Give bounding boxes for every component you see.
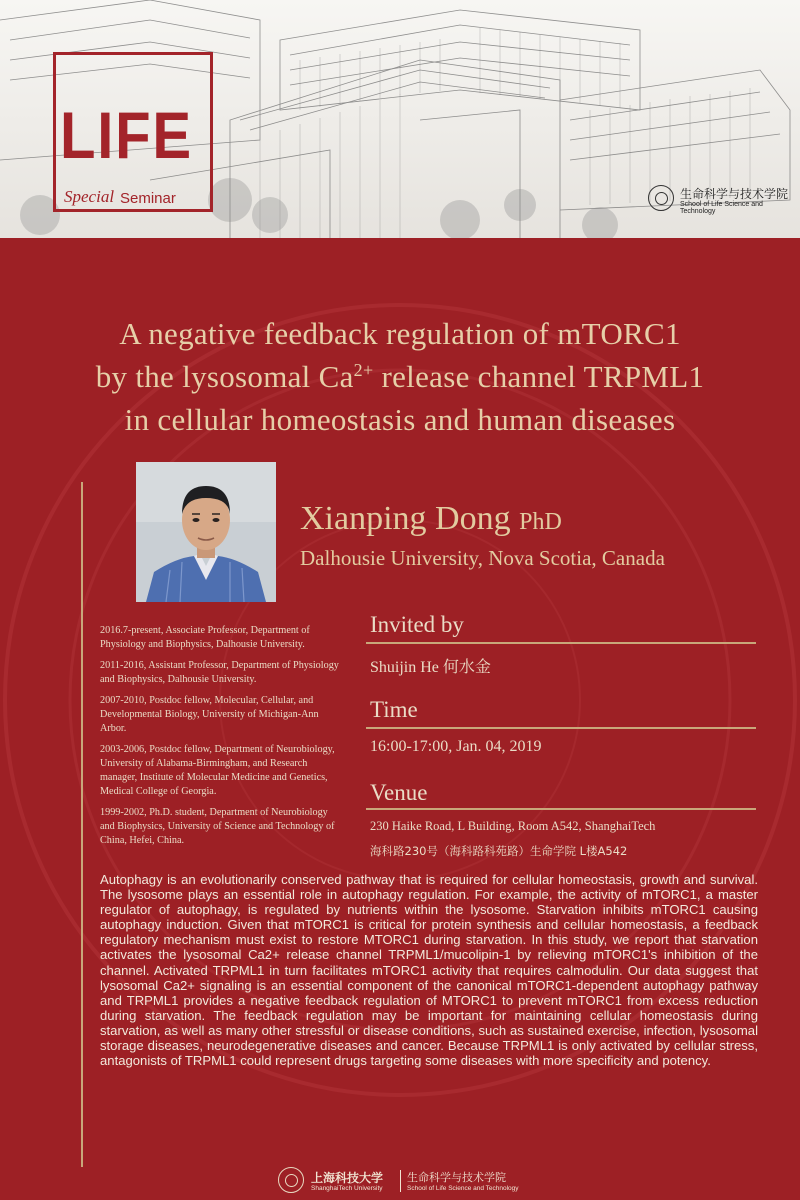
speaker-photo (136, 462, 276, 602)
footer-university-cn: 上海科技大学 (311, 1171, 384, 1185)
header-banner (0, 0, 800, 238)
speaker-degree: PhD (519, 509, 562, 535)
invited-heading: Invited by (370, 612, 464, 637)
venue-heading: Venue (370, 780, 428, 805)
life-logo-seminar: Seminar (120, 190, 176, 207)
title-line-2 (20, 355, 780, 398)
title-line-1: A negative feedback regulation of mTORC1 (119, 316, 681, 351)
footer-school-en: School of Life Science and Technology (407, 1185, 519, 1192)
invited-value: Shuijin He 何水金 (370, 659, 491, 676)
footer-school-cn: 生命科学与技术学院 (407, 1171, 506, 1184)
school-seal-icon (648, 185, 674, 211)
cv-entry: 2007-2010, Postdoc fellow, Molecular, Cellular, and Developmental Biology, University of Michigan-Ann Arbor. (100, 695, 319, 734)
footer-separator (400, 1170, 401, 1192)
venue-divider (366, 808, 756, 810)
school-name-en: School of Life Science and Technology (680, 201, 763, 215)
university-seal-icon (278, 1167, 304, 1193)
footer-university-en: ShanghaiTech University (311, 1185, 383, 1192)
title-line-2-pre: by the lysosomal Ca (95, 359, 354, 394)
time-divider (366, 727, 756, 729)
cv-entry: 2003-2006, Postdoc fellow, Department of Neurobiology, University of Alabama-Birmingham, and Research manager, Institute of Molecular Medicine and Genetics, Medical College of Georgia. (100, 744, 335, 797)
time-value: 16:00-17:00, Jan. 04, 2019 (370, 738, 542, 755)
life-logo-word: LIFE (60, 98, 193, 172)
venue-value-cn: 海科路230号（海科路科苑路）生命学院 L楼A542 (370, 844, 628, 858)
speaker-cv (100, 624, 345, 855)
speaker-affiliation: Dalhousie University, Nova Scotia, Canada (300, 546, 665, 570)
cv-entry: 2011-2016, Assistant Professor, Department of Physiology and Biophysics, Dalhousie University. (100, 660, 339, 685)
abstract-text: Autophagy is an evolutionarily conserved pathway that is required for cellular homeostasis, growth and survival. The lysosome plays an essential role in autophagy regulation. For example, the activity of mTORC1, a master regulator of autophagy, is regulated by nutrients within the lysosome. Starvation inhibits mTORC1 causing autophagy induction. Given that mTORC1 is critical for protein synthesis and cellular homeostasis, a feedback regulatory mechanism must exist to restore MTORC1 during starvation. In this study, we report that starvation activates the lysosomal Ca2+ release channel TRPML1/mucolipin-1 by relieving mTORC1's inhibition of the channel. Activated TRPML1 in turn facilitates mTORC1 activity that requires calmodulin. Our data suggest that lysosomal Ca2+ signaling is an essential component of the canonical mTORC1-dependent autophagy pathway and TRPML1 provides a negative feedback regulation of MTORC1 to prevent mTORC1 from excess reduction during starvation. The feedback regulation may be important for maintaining cellular homeostasis during starvation, as well as many other stressful or disease conditions, such as sustained exercise, infection, lysosomal storage diseases, neurodegenerative diseases and cancer. Because TRPML1 is only activated by cellular stress, antagonists of TRPML1 could represent drugs targeting some diseases with more specificity and potency. (100, 872, 758, 1069)
cv-entry: 1999-2002, Ph.D. student, Department of Neurobiology and Biophysics, University of Science and Technology of China, Hefei, China. (100, 807, 335, 846)
title-line-3: in cellular homeostasis and human diseases (124, 402, 676, 437)
title-line-2-post: release channel TRPML1 (373, 359, 705, 394)
left-divider (81, 482, 83, 1167)
invited-divider (366, 642, 756, 644)
life-logo-special: Special (64, 187, 115, 206)
cv-entry: 2016.7-present, Associate Professor, Department of Physiology and Biophysics, Dalhousie University. (100, 625, 310, 650)
seminar-title (20, 312, 780, 441)
time-heading: Time (370, 697, 418, 722)
title-line-2-sup: 2+ (353, 360, 374, 380)
speaker-name-text: Xianping Dong (300, 500, 511, 537)
speaker-name (300, 500, 562, 538)
school-name-cn: 生命科学与技术学院 (680, 187, 789, 201)
venue-value-en: 230 Haike Road, L Building, Room A542, ShanghaiTech (370, 819, 656, 833)
